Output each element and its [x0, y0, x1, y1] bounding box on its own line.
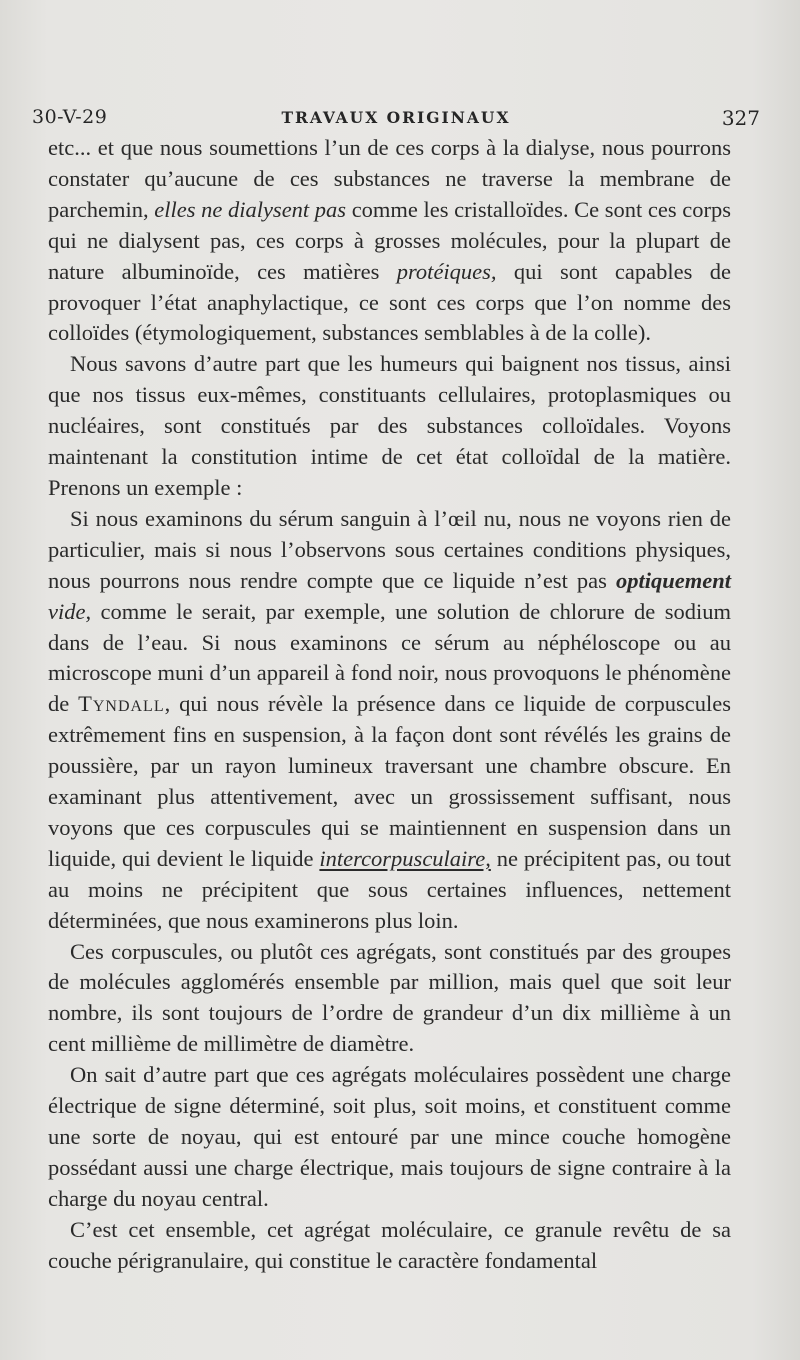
text-run: Si nous examinons du sérum sanguin à l’œil nu, nous ne voyons rien de particulier, mais si nous l’observons sous certaines conditions physiques, nous pourrons nous rendre compte que ce liquide n’est pas	[48, 505, 731, 593]
paragraph	[48, 349, 731, 504]
page-number: 327	[721, 106, 760, 130]
paragraph	[48, 1215, 731, 1277]
running-head	[32, 106, 760, 136]
bold-italic-phrase: optiquement	[615, 567, 731, 593]
text-run: etc... et que nous soumettions l’un de ces corps à la dialyse, nous pourrons constater qu’aucune de ces substances ne traverse la membrane de parchemin,	[48, 135, 731, 222]
italic-phrase: elles ne dialysent pas	[154, 196, 347, 222]
italic-phrase: vide,	[48, 598, 92, 624]
text-run: comme le serait, par exemple, une solution de chlorure de sodium dans de l’eau. Si nous examinons ce sérum au néphéloscope ou au microscope muni d’un appareil à fond noir, nous provoquons le phénomène de	[48, 598, 731, 717]
text-run: , qui nous révèle la présence dans ce liquide de corpuscules extrêmement fins en suspension, à la façon dont sont révélés les grains de poussière, par un rayon lumineux traversant une chambre obscure. En examinant plus attentivement, avec un grossissement suffisant, nous voyons que ces corpuscules qui se maintiennent en suspension dans un liquide, qui devient le liquide	[48, 691, 731, 871]
author-name-small-caps: Tyndall	[78, 691, 165, 717]
text-run: On sait d’autre part que ces agrégats moléculaires possèdent une charge électrique de signe déterminé, soit plus, soit moins, et constituent comme une sorte de noyau, qui est entouré par une mince couche homogène possédant aussi une charge électrique, mais toujours de signe contraire à la charge du noyau central.	[48, 1062, 731, 1211]
text-run: qui sont capables de provoquer l’état anaphylactique, ce sont ces corps que l’on nomme des colloïdes (étymologiquement, substances semblables à de la colle).	[48, 258, 731, 346]
article-body	[48, 133, 731, 1277]
issue-date: 30-V-29	[32, 106, 108, 128]
paragraph	[48, 133, 731, 349]
text-run: C’est cet ensemble, cet agrégat moléculaire, ce granule revêtu de sa couche périgranulaire, qui constitue le caractère fondamental	[48, 1216, 731, 1273]
text-run: Ces corpuscules, ou plutôt ces agrégats, sont constitués par des groupes de molécules agglomérés ensemble par million, mais quel que soit leur nombre, ils sont toujours de l’ordre de grandeur d’un dix millième à un cent millième de millimètre de diamètre.	[48, 938, 731, 1057]
paragraph	[48, 1060, 731, 1215]
underlined-italic-phrase: intercorpusculaire,	[319, 845, 491, 871]
paragraph	[48, 937, 731, 1061]
text-run: comme les cristalloïdes. Ce sont ces corps qui ne dialysent pas, ces corps à grosses molécules, pour la plupart de nature albuminoïde, ces matières	[48, 196, 731, 284]
italic-phrase: protéiques,	[396, 258, 497, 284]
paragraph	[48, 504, 731, 937]
text-run: Nous savons d’autre part que les humeurs qui baignent nos tissus, ainsi que nos tissus eux-mêmes, constituants cellulaires, protoplasmiques ou nucléaires, sont constitués par des substances colloïdales. Voyons maintenant la constitution intime de cet état colloïdal de la matière. Prenons un exemple :	[48, 351, 731, 500]
section-title: TRAVAUX ORIGINAUX	[281, 108, 511, 127]
text-run: ne précipitent pas, ou tout au moins ne précipitent que sous certaines influences, nettement déterminées, que nous examinerons plus loin.	[48, 845, 731, 933]
